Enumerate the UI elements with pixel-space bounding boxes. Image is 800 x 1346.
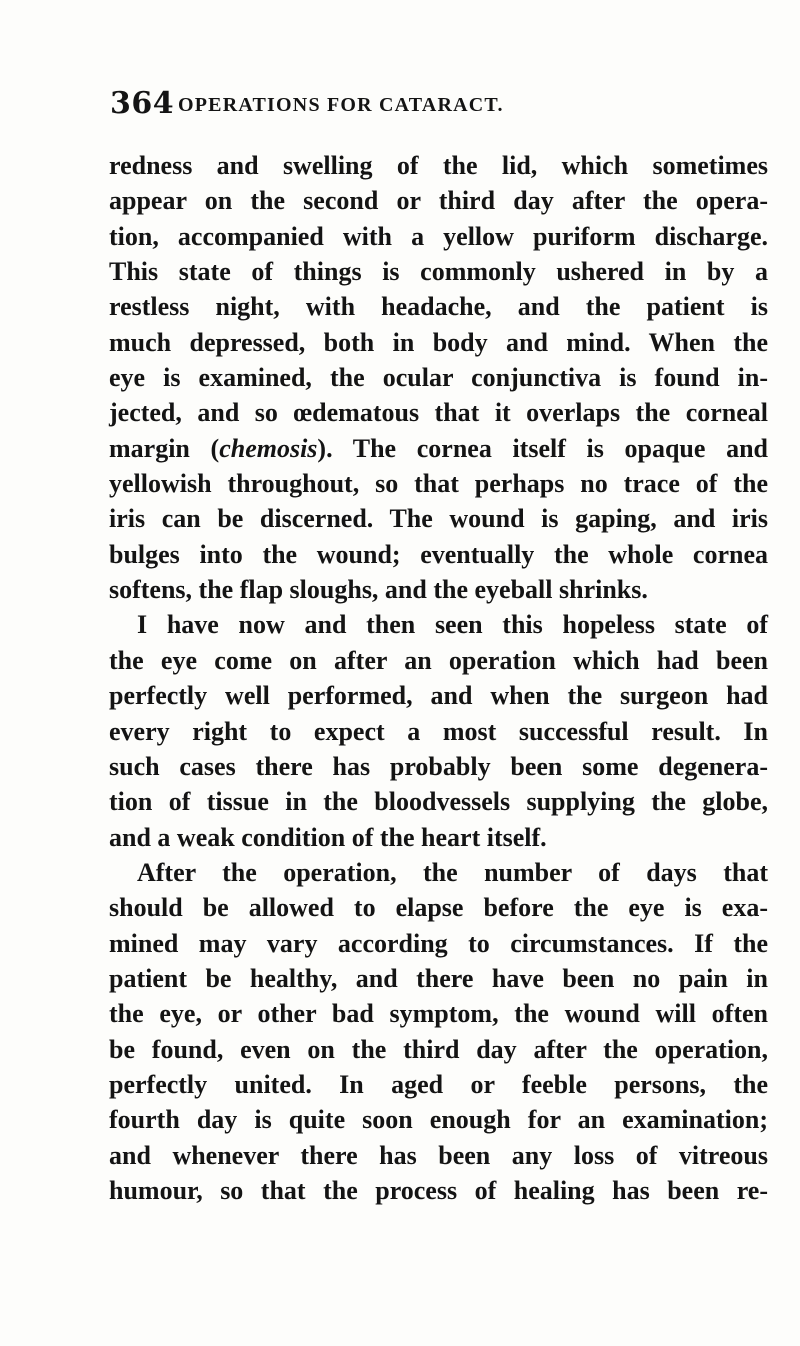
text-line: and whenever there has been any loss of vitreous (109, 1140, 768, 1170)
text-line: such cases there has probably been some degenera- (109, 751, 768, 781)
text-line: jected, and so œdematous that it overlaps the corneal (109, 398, 768, 428)
paragraph-start-line: I have now and then seen this hopeless state of (137, 610, 768, 640)
text-line: restless night, with headache, and the patient is (109, 292, 768, 322)
text-line: patient be healthy, and there have been no pain in (109, 963, 768, 993)
text-line: softens, the flap sloughs, and the eyeball shrinks. (109, 575, 648, 605)
text-line: fourth day is quite soon enough for an examination; (109, 1105, 768, 1135)
text-line: humour, so that the process of healing has been re- (109, 1175, 768, 1205)
text-line: the eye come on after an operation which had been (109, 645, 768, 675)
text-line: tion of tissue in the bloodvessels supplying the globe, (109, 787, 768, 817)
italic-term: chemosis (219, 433, 318, 463)
text-line: perfectly united. In aged or feeble persons, the (109, 1069, 768, 1099)
text-line: the eye, or other bad symptom, the wound will often (109, 999, 768, 1029)
text-line: much depressed, both in body and mind. When the (109, 327, 768, 357)
page-header (110, 86, 770, 126)
text-fragment: ). The cornea itself is opaque and (317, 433, 768, 463)
running-title: OPERATIONS FOR CATARACT. (178, 94, 504, 116)
text-line: bulges into the wound; eventually the whole cornea (109, 539, 768, 569)
text-line: perfectly well performed, and when the surgeon had (109, 681, 768, 711)
text-line: every right to expect a most successful result. In (109, 716, 768, 746)
text-line: appear on the second or third day after the opera- (109, 186, 768, 216)
text-line: and a weak condition of the heart itself. (109, 822, 547, 852)
text-line: should be allowed to elapse before the eye is exa- (109, 893, 768, 923)
paragraph-start-line: After the operation, the number of days that (137, 857, 768, 887)
text-fragment: margin ( (109, 433, 220, 463)
text-line: This state of things is commonly ushered in by a (109, 257, 768, 287)
text-line: iris can be discerned. The wound is gaping, and iris (109, 504, 768, 534)
body-text (109, 148, 768, 1208)
text-line: tion, accompanied with a yellow puriform discharge. (109, 221, 768, 251)
page-number: 364 (110, 86, 175, 121)
text-line: eye is examined, the ocular conjunctiva is found in- (109, 363, 768, 393)
text-line: redness and swelling of the lid, which sometimes (109, 151, 768, 180)
text-line: yellowish throughout, so that perhaps no trace of the (109, 469, 768, 499)
text-line: be found, even on the third day after the operation, (109, 1034, 768, 1064)
text-line (109, 431, 768, 466)
text-line: mined may vary according to circumstances. If the (109, 928, 768, 958)
